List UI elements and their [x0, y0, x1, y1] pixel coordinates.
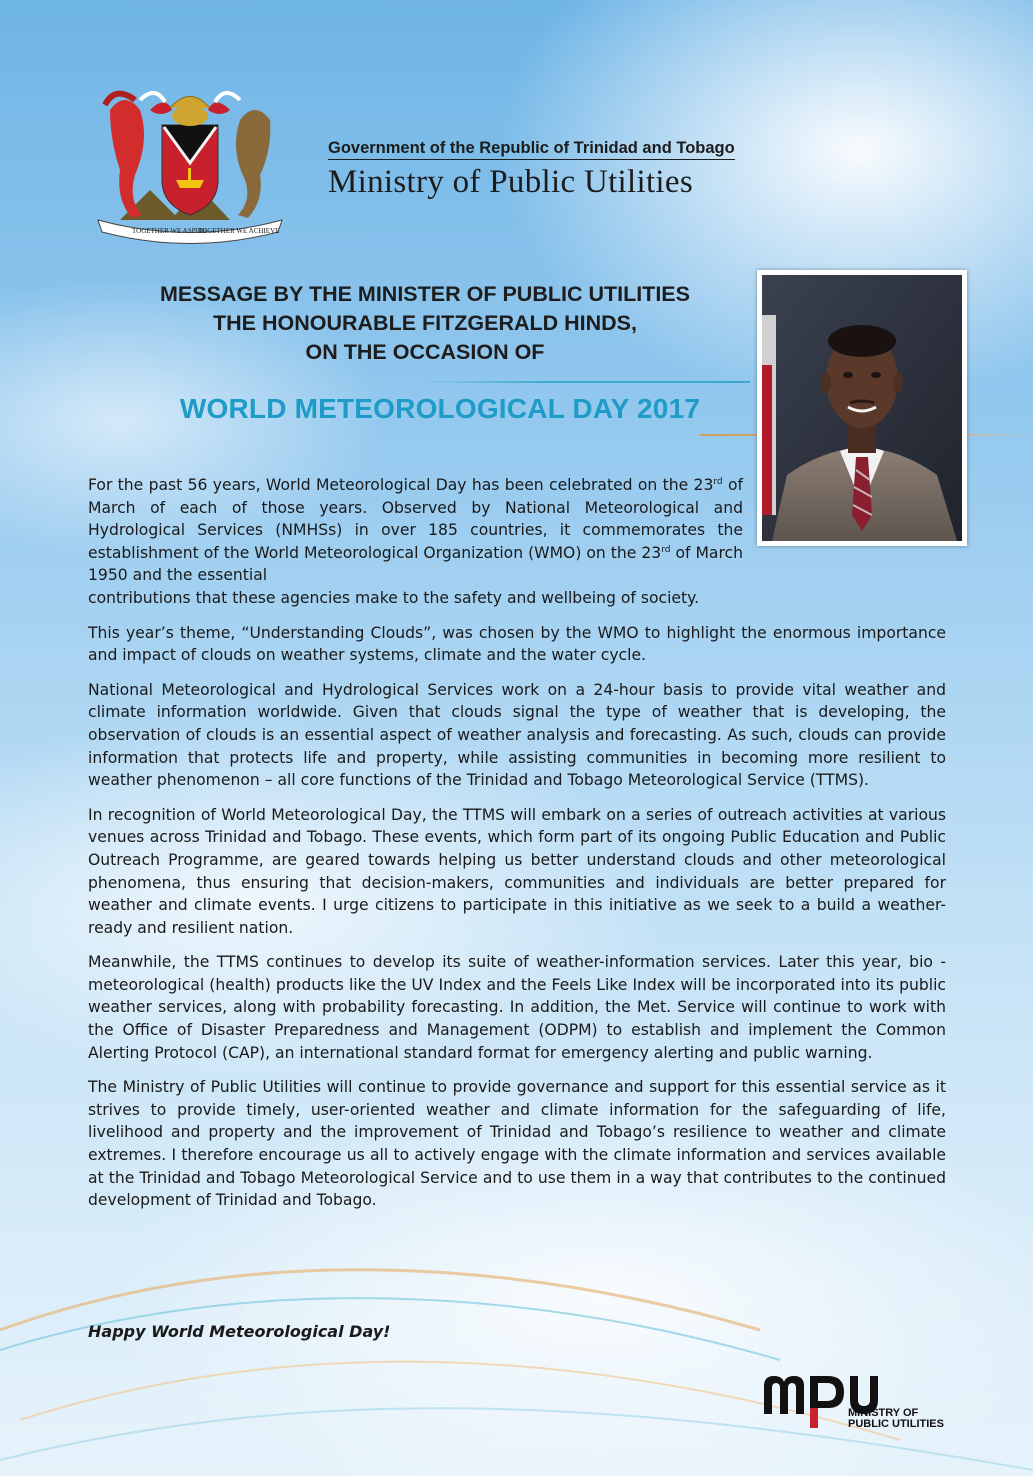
mpu-logo — [762, 1362, 952, 1434]
sign-off: Happy World Meteorological Day! — [88, 1322, 391, 1341]
event-title: WORLD METEOROLOGICAL DAY 2017 — [179, 393, 701, 424]
heading-line-1: MESSAGE BY THE MINISTER OF PUBLIC UTILITIES — [160, 282, 690, 306]
ordinal-suffix: rd — [713, 476, 723, 487]
coat-of-arms-icon — [80, 80, 300, 250]
svg-text:TOGETHER WE ASPIRE: TOGETHER WE ASPIRE — [132, 227, 207, 235]
paragraph-1-continued: contributions that these agencies make to the safety and wellbeing of society. — [88, 588, 700, 607]
message-heading — [60, 280, 790, 367]
logo-subtitle-line-1: MINISTRY OF — [848, 1407, 919, 1419]
paragraph-1-part-c: of March 1950 and the essential — [88, 543, 743, 585]
paragraph-1 — [88, 474, 743, 587]
heading-line-3: ON THE OCCASION OF — [305, 340, 545, 364]
svg-text:TOGETHER WE ACHIEVE: TOGETHER WE ACHIEVE — [198, 227, 280, 235]
paragraph-1-part-a: For the past 56 years, World Meteorological Day has been celebrated on the 23 — [88, 476, 714, 494]
message-body — [88, 474, 946, 1224]
ministry-header — [328, 138, 808, 201]
paragraph-5: Meanwhile, the TTMS continues to develop its suite of weather-information services. Later this year, bio - meteorological (health) products like the UV Index and the Feels Like Index will be incorporated into its public weather services, along with probability forecasting. In addition, the Met. Service will continue to work with the Office of Disaster Preparedness and Management (ODPM) to establish and implement the Common Alerting Protocol (CAP), an international standard format for emergency alerting and public warning. — [88, 953, 946, 1062]
divider-line — [420, 381, 750, 383]
ordinal-suffix: rd — [661, 544, 671, 555]
paragraph-6: The Ministry of Public Utilities will continue to provide governance and support for this essential service as it strives to provide timely, user-oriented weather and climate information for the safeguarding of life, livelihood and property and the improvement of Trinidad and Tobago’s resilience to weather and climate extremes. I therefore encourage us all to actively engage with the climate information and services available at the Trinidad and Tobago Meteorological Service and to use them in a way that contributes to the continued development of Trinidad and Tobago. — [88, 1078, 946, 1210]
logo-subtitle — [848, 1408, 944, 1430]
paragraph-1-part-b: of March of each of those years. Observed by National Meteorological and Hydrological Services (NMHSs) in over 185 countries, it commemorates the establishment of the World Meteorological Organization (WMO) on the 23 — [88, 476, 743, 562]
government-name: Government of the Republic of Trinidad and Tobago — [328, 139, 735, 160]
logo-subtitle-line-2: PUBLIC UTILITIES — [848, 1418, 944, 1430]
heading-line-2: THE HONOURABLE FITZGERALD HINDS, — [212, 311, 638, 335]
paragraph-4: In recognition of World Meteorological Day, the TTMS will embark on a series of outreach activities at various venues across Trinidad and Tobago. These events, which form part of its ongoing Public Education and Public Outreach Programme, are geared towards helping us better understand clouds and other meteorological phenomena, thus ensuring that decision-makers, communities and individuals are better prepared for weather and climate events. I urge citizens to participate in this initiative as we seek to a build a weather-ready and resilient nation. — [88, 805, 946, 937]
paragraph-2: This year’s theme, “Understanding Clouds”, was chosen by the WMO to highlight the enormous importance and impact of clouds on weather systems, climate and the water cycle. — [88, 623, 946, 665]
paragraph-3: National Meteorological and Hydrological Services work on a 24-hour basis to provide vital weather and climate information worldwide. Given that clouds signal the type of weather that is developing, the observation of clouds is an essential aspect of weather analysis and forecasting. As such, clouds can provide information that protects life and property, while assisting communities in becoming more resilient to weather phenomenon – all core functions of the Trinidad and Tobago Meteorological Service (TTMS). — [88, 680, 946, 790]
ministry-name: Ministry of Public Utilities — [328, 164, 693, 200]
